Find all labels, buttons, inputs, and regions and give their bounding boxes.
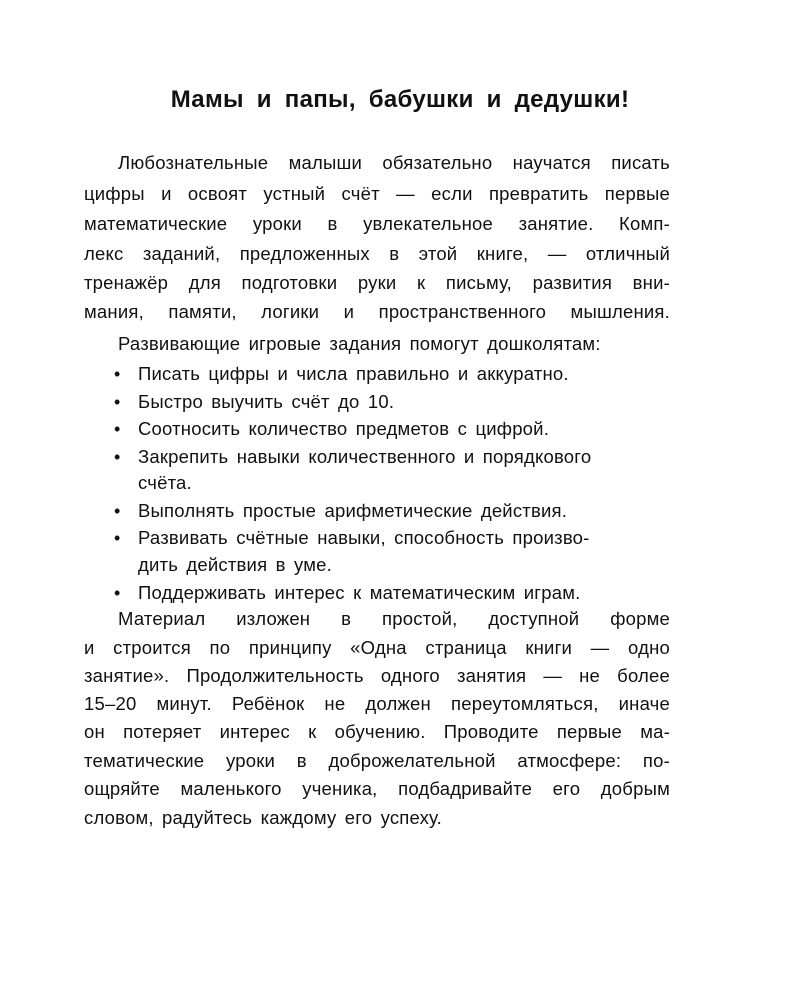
paragraph-2-line: Материал изложен в простой, доступной форме bbox=[118, 608, 670, 629]
bullet-item-text: дить действия в уме. bbox=[138, 554, 332, 575]
page-title: Мамы и папы, бабушки и дедушки! bbox=[170, 86, 630, 113]
paragraph-2-line: и строится по принципу «Одна страница книги — одно bbox=[84, 637, 670, 658]
paragraph-1-line: Любознательные малыши обязательно научатся писать bbox=[118, 152, 670, 173]
paragraph-2-line: ощряйте маленького ученика, подбадривайте его добрым bbox=[84, 778, 670, 799]
bullet-icon: • bbox=[114, 528, 121, 548]
bullet-item-text: Закрепить навыки количественного и порядкового bbox=[138, 446, 592, 467]
bullet-item-text: Быстро выучить счёт до 10. bbox=[138, 391, 395, 412]
bullet-icon: • bbox=[114, 364, 121, 384]
bullet-item-text: Писать цифры и числа правильно и аккуратно. bbox=[138, 363, 569, 384]
bullet-icon: • bbox=[114, 392, 121, 412]
bullet-item-text: Поддерживать интерес к математическим играм. bbox=[138, 582, 581, 603]
bullet-icon: • bbox=[114, 419, 121, 439]
bullet-item-text: Развивать счётные навыки, способность произво- bbox=[138, 527, 590, 548]
bullet-icon: • bbox=[114, 583, 121, 603]
paragraph-2-line: занятие». Продолжительность одного занятия — не более bbox=[84, 665, 670, 686]
paragraph-2-line: словом, радуйтесь каждому его успеху. bbox=[84, 807, 442, 828]
paragraph-1-line: математические уроки в увлекательное занятие. Комп- bbox=[84, 213, 670, 234]
bullet-icon: • bbox=[114, 501, 121, 521]
paragraph-2-line: тематические уроки в доброжелательной атмосфере: по- bbox=[84, 750, 670, 771]
paragraph-2-line: 15–20 минут. Ребёнок не должен переутомляться, иначе bbox=[84, 693, 670, 714]
bullet-icon: • bbox=[114, 447, 121, 467]
bullet-item-text: Соотносить количество предметов с цифрой. bbox=[138, 418, 550, 439]
bullet-item-text: счёта. bbox=[138, 472, 192, 493]
paragraph-1-line: тренажёр для подготовки руки к письму, развития вни- bbox=[84, 272, 670, 293]
intro-line: Развивающие игровые задания помогут дошколятам: bbox=[118, 333, 601, 354]
paragraph-1-line: лекс заданий, предложенных в этой книге, — отличный bbox=[84, 243, 670, 264]
paragraph-1-line: цифры и освоят устный счёт — если превратить первые bbox=[84, 183, 670, 204]
paragraph-2-line: он потеряет интерес к обучению. Проводите первые ма- bbox=[84, 721, 670, 742]
paragraph-1-line: мания, памяти, логики и пространственного мышления. bbox=[84, 301, 670, 322]
bullet-item-text: Выполнять простые арифметические действия. bbox=[138, 500, 568, 521]
